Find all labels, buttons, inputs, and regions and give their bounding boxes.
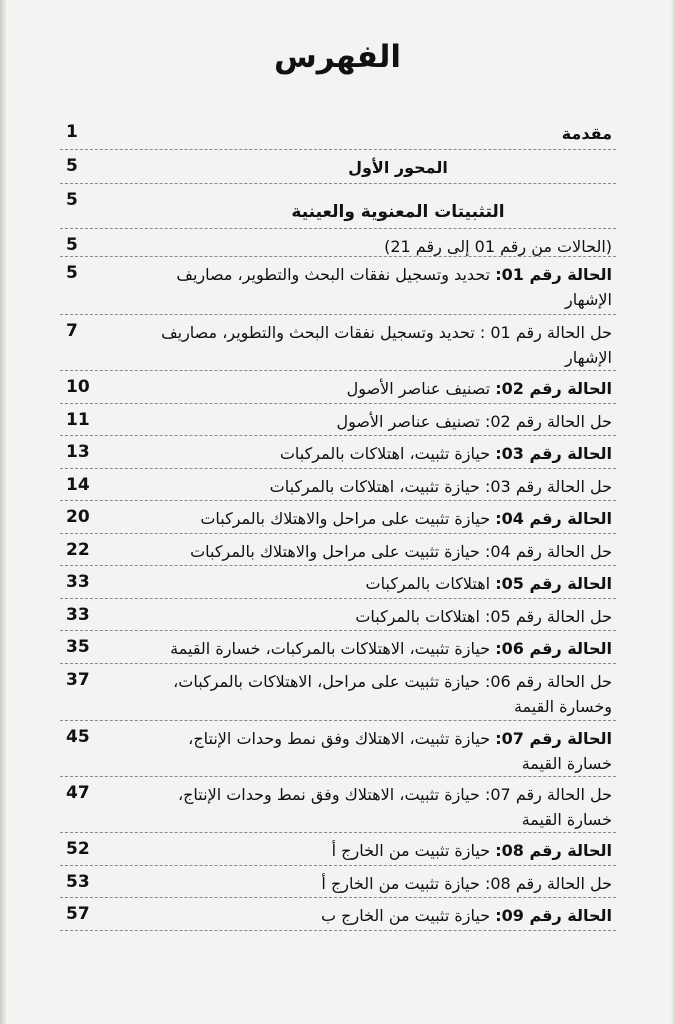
toc-entry (60, 371, 616, 404)
toc-entry (60, 116, 616, 150)
toc-entry (60, 404, 616, 436)
toc-entry-label: حل الحالة رقم 01 : (479, 323, 612, 342)
table-of-contents (60, 116, 616, 931)
toc-entry-text (110, 631, 616, 663)
toc-entry-title: حيازة تثبيت، اهتلاكات بالمركبات (279, 444, 491, 463)
toc-page-number: 33 (66, 572, 90, 592)
toc-entry-title: حيازة تثبيت على مراحل والاهتلاك بالمركبات (190, 542, 480, 561)
toc-entry-title: حيازة تثبيت، الاهتلاك وفق نمط وحدات الإنتاج، خسارة القيمة (177, 785, 612, 829)
toc-entry-text (110, 315, 616, 370)
toc-entry-label: الحالة رقم 05: (495, 574, 612, 593)
toc-entry (60, 534, 616, 566)
toc-entry-title: اهتلاكات بالمركبات (355, 607, 480, 626)
toc-entry-title: حيازة تثبيت من الخارج أ (321, 874, 480, 893)
toc-page-number: 5 (66, 263, 78, 283)
toc-entry-text (110, 469, 616, 500)
toc-entry (60, 777, 616, 833)
toc-entry-text (110, 833, 616, 865)
toc-entry-text (110, 566, 616, 598)
toc-entry-text: (الحالات من رقم 01 إلى رقم 21) (384, 237, 612, 256)
toc-entry-text: المحور الأول (348, 158, 448, 177)
toc-entry-text (110, 777, 616, 832)
toc-page-number: 57 (66, 904, 90, 924)
toc-page-number: 47 (66, 783, 90, 803)
toc-entry-title: حيازة تثبيت، الاهتلاك وفق نمط وحدات الإنتاج، خسارة القيمة (188, 729, 612, 773)
toc-entry-title: حيازة تثبيت، اهتلاكات بالمركبات (269, 477, 480, 496)
toc-entry (60, 184, 616, 229)
toc-entry (60, 566, 616, 599)
toc-entry-label: حل الحالة رقم 08: (484, 874, 612, 893)
toc-entry-title: حيازة تثبيت على مراحل والاهتلاك بالمركبات (200, 509, 491, 528)
toc-page-number: 22 (66, 540, 90, 560)
toc-entry-text (110, 436, 616, 468)
toc-entry-title: حيازة تثبيت على مراحل، الاهتلاكات بالمركبات، وخسارة القيمة (173, 672, 612, 716)
toc-entry-title: حيازة تثبيت من الخارج ب (321, 906, 491, 925)
toc-page-number: 5 (66, 156, 78, 176)
toc-entry-label: الحالة رقم 01: (495, 265, 612, 284)
toc-entry-text: التثبيتات المعنوية والعينية (291, 202, 505, 222)
toc-page-number: 37 (66, 670, 90, 690)
toc-page-number: 20 (66, 507, 90, 527)
toc-entry-title: حيازة تثبيت من الخارج أ (331, 841, 491, 860)
toc-page-number: 52 (66, 839, 90, 859)
toc-entry (60, 436, 616, 469)
toc-entry (60, 150, 616, 184)
toc-entry-text (110, 599, 616, 630)
toc-page-number: 5 (66, 190, 78, 210)
toc-entry-text (110, 257, 616, 314)
toc-entry-title: تصنيف عناصر الأصول (336, 412, 480, 431)
toc-entry-title: تحديد وتسجيل نفقات البحث والتطوير، مصاريف الإشهار (176, 265, 612, 309)
toc-entry-label: الحالة رقم 02: (495, 379, 612, 398)
toc-entry (60, 866, 616, 898)
toc-entry-text (110, 534, 616, 565)
toc-entry-title: تحديد وتسجيل نفقات البحث والتطوير، مصاريف الإشهار (161, 323, 612, 367)
toc-entry-text (110, 664, 616, 720)
toc-page-number: 1 (66, 122, 78, 142)
toc-entry-text (110, 866, 616, 897)
toc-entry-text (110, 898, 616, 930)
toc-page-number: 13 (66, 442, 90, 462)
toc-entry-text (110, 404, 616, 435)
toc-entry-text: مقدمة (561, 124, 612, 143)
toc-entry (60, 631, 616, 664)
toc-entry-text (110, 721, 616, 776)
toc-entry (60, 599, 616, 631)
toc-entry-label: الحالة رقم 09: (495, 906, 612, 925)
scan-edge-left (0, 0, 6, 1024)
toc-page-number: 10 (66, 377, 90, 397)
scan-edge-right (671, 0, 675, 1024)
toc-entry-label: الحالة رقم 07: (495, 729, 612, 748)
toc-entry-label: حل الحالة رقم 04: (484, 542, 612, 561)
toc-entry (60, 664, 616, 721)
toc-entry (60, 469, 616, 501)
toc-entry (60, 229, 616, 257)
toc-page-number: 53 (66, 872, 90, 892)
toc-page-number: 5 (66, 235, 78, 255)
toc-entry-text (110, 501, 616, 533)
toc-entry-label: حل الحالة رقم 06: (484, 672, 612, 691)
toc-page-number: 7 (66, 321, 78, 341)
toc-entry (60, 721, 616, 777)
toc-entry-title: اهتلاكات بالمركبات (365, 574, 491, 593)
toc-entry-label: الحالة رقم 06: (495, 639, 612, 658)
toc-entry (60, 257, 616, 315)
toc-entry-title: حيازة تثبيت، الاهتلاكات بالمركبات، خسارة القيمة (170, 639, 491, 658)
toc-entry-label: حل الحالة رقم 07: (484, 785, 612, 804)
toc-page-number: 11 (66, 410, 90, 430)
toc-entry-label: حل الحالة رقم 02: (484, 412, 612, 431)
toc-entry (60, 898, 616, 931)
toc-entry (60, 501, 616, 534)
toc-page-number: 35 (66, 637, 90, 657)
toc-entry (60, 833, 616, 866)
toc-entry-label: الحالة رقم 04: (495, 509, 612, 528)
toc-entry-title: تصنيف عناصر الأصول (346, 379, 491, 398)
toc-entry-text (110, 371, 616, 403)
toc-entry-label: حل الحالة رقم 05: (484, 607, 612, 626)
toc-entry-label: حل الحالة رقم 03: (484, 477, 612, 496)
toc-page-number: 45 (66, 727, 90, 747)
toc-entry-label: الحالة رقم 08: (495, 841, 612, 860)
toc-entry (60, 315, 616, 371)
toc-page-number: 33 (66, 605, 90, 625)
toc-entry-label: الحالة رقم 03: (495, 444, 612, 463)
page-title: الفهرس (273, 38, 402, 75)
toc-page-number: 14 (66, 475, 90, 495)
